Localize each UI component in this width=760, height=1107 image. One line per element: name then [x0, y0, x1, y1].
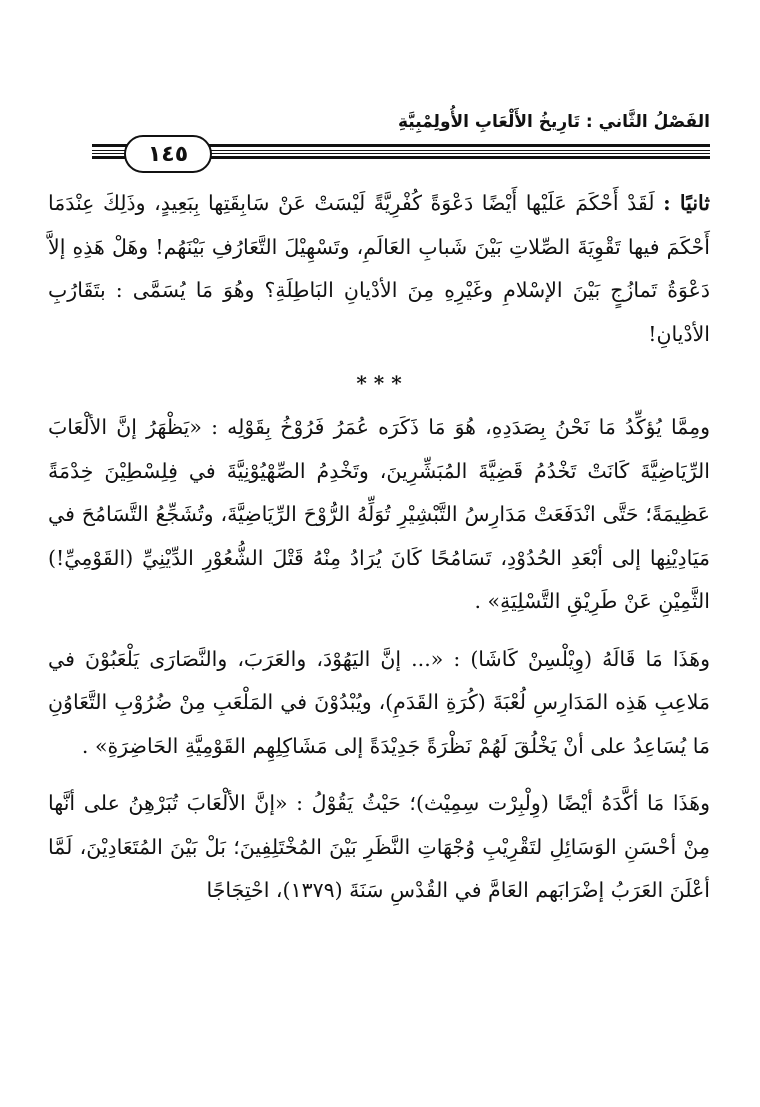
- paragraph-gap: [48, 768, 710, 782]
- page-body: [48, 182, 710, 913]
- running-header: الفَصْلُ الثَّاني : تَارِيخُ الأَلْعَابِ الأُولِمْبِيَّةِ: [397, 112, 710, 132]
- paragraph-text: لَقَدْ أَحْكَمَ عَلَيْها أَيْضًا دَعْوَةً كُفْرِيَّةً لَيْسَتْ عَنْ سَابِقَتِها بِبَعِيدٍ، وذَلِكَ عِنْدَمَا أَحْكَمَ فيها تَقْوِيَةَ الصِّلاتِ بَيْنَ شَبابِ العَالَمِ، وتَسْهِيْلَ التَّعَارُفِ بَيْنَهُم! وهَلْ هَذِهِ إلاَّ دَعْوَةُ تَمازُجٍ بَيْنَ الإسْلامِ وغَيْرِهِ مِنَ الأدْيانِ البَاطِلَةِ؟ وهُوَ مَا يُسَمَّى : بتَقَارُبِ الأدْيانِ!: [48, 191, 710, 346]
- section-separator: * * *: [356, 371, 402, 395]
- paragraph-lead: ثانيًا :: [663, 191, 710, 215]
- page-number: ١٤٥: [124, 135, 212, 173]
- paragraph: ومِمَّا يُؤكِّدُ مَا نَحْنُ بِصَدَدِهِ، هُوَ مَا ذَكَرَه عُمَرُ فَرُوْخُ بِقَوْلِه : «يَظْهَرُ إنَّ الألْعَابَ الرِّيَاضِيَّةَ كَانَتْ تَخْدُمُ قَضِيَّةَ المُبَشِّرِينَ، وتَخْدِمُ الصِّهْيُوْنِيَّةَ في فِلِسْطِيْنَ خِدْمَةً عَظِيمَةً؛ حَتَّى انْدَفَعَتْ مَدَارِسُ التَّبْشِيْرِ تُوَلِّهُ الرُّوْحَ الرِّيَاضِيَّةَ، وتُشَجِّعُ التَّسَامُحَ في مَيَادِيْنِها إلى أبْعَدِ الحُدُوْدِ، تَسَامُحًا كَانَ يُرَادُ مِنْهُ قَتْلَ الشُّعُوْرِ الدِّيْنِيِّ (القَوْمِيِّ!) الثَّمِيْنِ عَنْ طَرِيْقِ التَّسْلِيَةِ» .: [48, 415, 710, 613]
- paragraph-gap: [48, 624, 710, 638]
- paragraph: وهَذَا مَا قَالَهُ (وِيْلْسِنْ كَاشَا) : «... إنَّ اليَهُوْدَ، والعَرَبَ، والنَّصَارَى يَلْعَبُوْنَ في مَلاعِبِ هَذِه المَدَارِسِ لُعْبَةَ (كُرَةِ القَدَمِ)، ويُبْدُوْنَ في المَلْعَبِ مِنْ ضُرُوْبِ التَّعَاوُنِ مَا يُسَاعِدُ على أنْ يَخْلُقَ لَهُمْ نَظْرَةً جَدِيْدَةً إلى مَشَاكِلِهِم القَوْمِيَّةِ الحَاضِرَةِ» .: [48, 646, 710, 758]
- paragraph: وهَذَا مَا أكَّدَهُ أيْضًا (وِلْبِرْت سِمِيْث)؛ حَيْثُ يَقُوْلُ : «إنَّ الألْعَابَ تُبَرْهِنُ على أنَّها مِنْ أحْسَنِ الوَسَائِلِ لتَقْرِيْبِ وُجْهَاتِ النَّظَرِ بَيْنَ المُخْتَلِفِينَ؛ بَلْ بَيْنَ المُتَعَادِيْنَ، لَمَّا أعْلَنَ العَرَبُ إضْرَابَهم العَامَّ في القُدْسِ سَنَةَ (١٣٧٩)، احْتِجَاجًا: [48, 791, 710, 902]
- paragraph: [48, 182, 710, 356]
